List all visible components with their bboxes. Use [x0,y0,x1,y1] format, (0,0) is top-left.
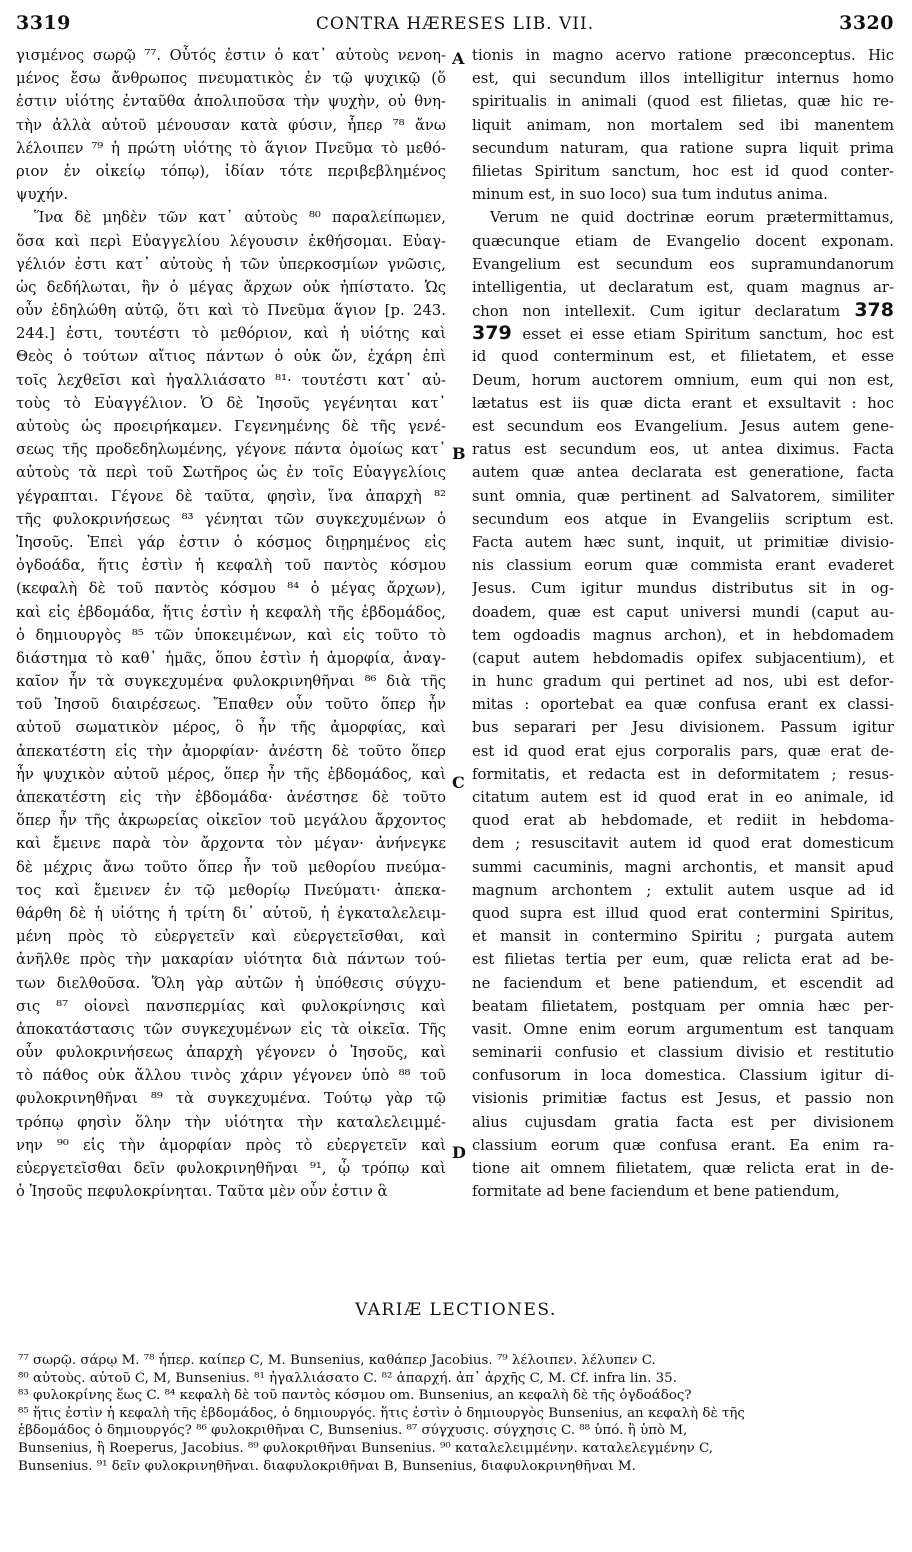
text-line: quod supra est illud quod erat contermini Spiritus, [472,904,894,922]
text-line: formitatis, et redacta est in deformitatem ; resus- [472,765,894,783]
text-line: δὲ μέχρις ἄνω τοῦτο ὅπερ ἦν τοῦ μεθορίου πνεύμα- [16,858,446,876]
text-line: est secundum eos Evangelium. Jesus autem gene- [472,418,894,435]
text-line: ἀνῆλθε πρὸς τὴν μακαρίαν υἱότητα διὰ πάντων τού- [16,951,446,969]
text-line: secundum eos atque in Evangeliis scriptum est. [472,510,894,528]
text-line: seminarii confusio et classium divisio et restitutio [472,1044,894,1062]
text-line: θάρθη δὲ ἡ υἱότης ἡ τρίτη δι᾽ αὐτοῦ, ἡ ἐγκαταλελειμ- [16,904,446,922]
text-line: dem ; resuscitavit autem id quod erat domesticum [472,835,894,853]
text-line: formitate ad bene faciendum et bene patiendum, [472,1183,840,1201]
text-line: ἀποκατάστασις τῶν συγκεχυμένων εἰς τὰ οἰκεῖα. Τῆς [16,1020,446,1038]
text-line: εὐεργετεῖσθαι δεῖν φυλοκρινηθῆναι ⁹¹, ᾧ τρόπῳ καὶ [16,1160,446,1177]
variant-note-line: Bunsenius, ἢ Roeperus, Jacobius. ⁸⁹ φυλοκριθῆναι Bunsenius. ⁹⁰ καταλελειμμένην. καταλελεγμένην C, [18,1440,714,1456]
text-line: Jesus. Cum igitur mundus distributus sit in og- [472,580,894,598]
text-line: tione ait omnem filietatem, quæ relicta erat in de- [472,1160,894,1177]
text-line: doadem, quæ est caput universi mundi (caput au- [472,603,894,621]
page-number-left: 3319 [16,12,71,34]
text-line: Evangelium est secundum eos supramundanorum [472,255,894,273]
text-line: secundum naturam, qua ratione supra liquit prima [472,139,894,157]
text-line: ὅσα καὶ περὶ Εὐαγγελίου λέγουσιν ἐκθήσομαι. Εὐαγ- [16,232,446,250]
text-line: beatam filietatem, postquam per omnia hæc per- [472,997,894,1015]
text-line: vasit. Omne enim eorum argumentum est tanquam [472,1020,894,1038]
margin-letter-d: D [452,1143,466,1162]
text-line: et mansit in contermino Spiritu ; purgata autem [472,928,894,946]
text-line: ὡς δεδήλωται, ἣν ὁ μέγας ἄρχων οὐκ ἠπίστατο. Ὡς [16,278,446,296]
text-line: 244.] ἐστι, τουτέστι τὸ μεθόριον, καὶ ἡ υἱότης καὶ [16,325,446,343]
variant-note-line: ⁸⁰ αὐτοὺς. αὐτοῦ C, M, Bunsenius. ⁸¹ ἠγαλλιάσατο C. ⁸² ἀπαρχή. ἀπ᾽ ἀρχῆς C, M. Cf. infra lin. 35. [18,1370,677,1386]
text-line: est filietas tertia per eum, quæ relicta erat ad be- [472,951,894,969]
text-line: καὶ ἔμεινε παρὰ τὸν ἄρχοντα τὸν μέγαν· ἀνήνεγκε [16,835,446,853]
text-line: ὀγδοάδα, ἥτις ἐστὶν ἡ κεφαλὴ τοῦ παντὸς κόσμου [16,557,446,575]
text-line: (κεφαλὴ δὲ τοῦ παντὸς κόσμου ⁸⁴ ὁ μέγας ἄρχων), [16,580,446,598]
text-line: διάστημα τὸ καθ᾽ ἡμᾶς, ὅπου ἐστὶν ἡ ἀμορφία, ἀναγ- [16,649,446,667]
text-line: Deum, horum auctorem omnium, eum qui non est, [472,371,894,389]
text-line: καῖον ἦν τὰ συγκεχυμένα φυλοκρινηθῆναι ⁸⁶ διὰ τῆς [16,673,446,691]
text-line: τοὺς τὸ Εὐαγγέλιον. Ὁ δὲ Ἰησοῦς γεγένηται κατ᾽ [16,394,446,412]
text-line: (caput autem hebdomadis opifex subjacentium), et [472,649,894,667]
text-line: Ἰησοῦς. Ἐπεὶ γάρ ἐστιν ὁ κόσμος διῃρημένος εἰς [16,533,446,551]
text-line: αὐτοὺς τὰ περὶ τοῦ Σωτῆρος ὡς ἐν τοῖς Εὐαγγελίοις [16,464,446,482]
variant-note-line: ⁸³ φυλοκρίνης ἕως C. ⁸⁴ κεφαλὴ δὲ τοῦ παντὸς κόσμου om. Bunsenius, an κεφαλὴ δὲ τῆς ὀγδοάδος? [18,1388,692,1404]
text-line: nis classium eorum quæ commista erant evaderet [472,557,894,575]
text-line: Θεὸς ὁ τούτων αἴτιος πάντων ὁ οὐκ ὤν, ἐχάρη ἐπὶ [16,348,446,366]
text-line: ψυχήν. [16,186,69,204]
text-line: ne faciendum et bene patiendum, et escendit ad [472,974,894,992]
text-line: μένη πρὸς τὸ εὐεργετεῖν καὶ εὐεργετεῖσθαι, καὶ [16,928,446,946]
margin-letter-b: B [452,444,466,463]
text-line: chon non intellexit. Cum igitur declaratum 378 [472,299,894,322]
variant-note-line: Bunsenius. ⁹¹ δεῖν φυλοκρινηθῆναι. διαφυλοκριθῆναι B, Bunsenius, διαφυλοκρινηθῆναι M. [18,1458,636,1474]
text-line: τοῖς λεχθεῖσι καὶ ἠγαλλιάσατο ⁸¹· τουτέστι κατ᾽ αὐ- [16,371,446,389]
text-line: Ἵνα δὲ μηδὲν τῶν κατ᾽ αὐτοὺς ⁸⁰ παραλείπωμεν, [34,209,446,227]
text-line: minum est, in suo loco) sua tum indutus anima. [472,186,828,204]
variant-note-line: ⁷⁷ σωρῷ. σάρῳ M. ⁷⁸ ἧπερ. καίπερ C, M. Bunsenius, καθάπερ Jacobius. ⁷⁹ λέλοιπεν. λέλυπεν C. [18,1353,656,1368]
variant-note-line: ⁸⁵ ἥτις ἐστὶν ἡ κεφαλὴ τῆς ἑβδομάδος, ὁ δημιουργός. ἥτις ἐστὶν ὁ δημιουργὸς Bunsenius, an κεφαλὴ δὲ τῆς [18,1405,745,1421]
text-line: quod erat ab hebdomade, et rediit in hebdoma- [472,812,894,830]
text-line: Facta autem hæc sunt, inquit, ut primitiæ divisio- [472,533,894,551]
page-header [16,12,894,42]
text-line: γέλιόν ἐστι κατ᾽ αὐτοὺς ἡ τῶν ὑπερκοσμίων γνῶσις, [16,255,446,273]
text-line: alius cujusdam gratia facta est per divisionem [472,1113,894,1131]
text-line: νην ⁹⁰ εἰς τὴν ἀμορφίαν πρὸς τὸ εὐεργετεῖν καὶ [16,1136,446,1154]
latin-text-column [472,44,894,1203]
text-line: Verum ne quid doctrinæ eorum prætermittamus, [490,209,894,227]
text-line: bus separari per Jesu divisionem. Passum igitur [472,719,894,737]
text-line: summi cacuminis, magni archontis, et mansit apud [472,858,894,876]
text-line: citatum autem est id quod erat in eo animale, id [472,789,894,806]
running-title: CONTRA HÆRESES LIB. VII. [315,14,595,34]
variae-lectiones-title: VARIÆ LECTIONES. [355,1300,557,1320]
text-line: ὁ δημιουργὸς ⁸⁵ τῶν ὑποκειμένων, καὶ εἰς τοῦτο τὸ [16,626,446,644]
text-line: ὁ Ἰησοῦς πεφυλοκρίνηται. Ταῦτα μὲν οὖν ἐστιν ἃ [16,1183,388,1201]
text-line: visionis primitiæ factus est Jesus, et passio non [472,1090,894,1108]
text-line: τοῦ Ἰησοῦ διαιρέσεως. Ἔπαθεν οὖν τοῦτο ὅπερ ἦν [16,696,446,714]
margin-letter-c: C [452,773,465,792]
text-line: quæcunque etiam de Evangelio docent exponam. [472,232,894,250]
text-line: classium eorum quæ confusa erant. Ea enim ra- [472,1136,894,1154]
text-line: liquit animam, non mortalem sed ibi manentem [472,116,894,134]
text-line: tionis in magno acervo ratione præconceptus. Hic [472,47,894,64]
page-number-right: 3320 [839,12,894,34]
text-line: αὐτοὺς ὡς προειρήκαμεν. Γεγενημένης δὲ τῆς γενέ- [16,418,446,435]
text-line: autem quæ antea declarata est generatione, facta [472,464,894,482]
text-line: ratus est secundum eos, ut antea diximus. Facta [472,441,894,459]
text-line: αὐτοῦ σωματικὸν μέρος, ὃ ἦν τῆς ἀμορφίας, καὶ [16,719,446,737]
text-line: filietas Spiritum sanctum, hoc est id quod conter- [472,162,894,180]
text-line: magnum archontem ; extulit autem usque ad id [472,881,894,899]
text-line: ριον ἐν οἰκείῳ τόπῳ), ἰδίαν τότε περιβεβλημένος [16,162,446,180]
text-line: spiritualis in animali (quod est filietas, quæ hic re- [472,93,894,111]
text-line: οὖν ἐδηλώθη αὐτῷ, ὅτι καὶ τὸ Πνεῦμα ἅγιον [p. 243. [16,302,446,320]
text-line: est id quod erat ejus corporalis pars, quæ erat de- [472,742,894,760]
text-line: intelligentia, ut declaratum est, quam magnus ar- [472,278,894,296]
text-line: ἀπεκατέστη εἰς τὴν ἑβδομάδα· ἀνέστησε δὲ τοῦτο [16,789,446,806]
text-line: ἦν ψυχικὸν αὐτοῦ μέρος, ὅπερ ἦν τῆς ἑβδομάδος, καὶ [16,765,446,783]
text-line: confusorum in loca domestica. Classium igitur di- [472,1067,894,1085]
text-line: μένος ἔσω ἄνθρωπος πνευματικὸς ἐν τῷ ψυχικῷ (ὅ [16,70,446,88]
text-line: οὖν φυλοκρινήσεως ἀπαρχὴ γέγονεν ὁ Ἰησοῦς, καὶ [16,1044,446,1062]
column-number-379: 379 [472,322,523,345]
greek-text-column [16,44,446,1203]
text-line: ὅπερ ἦν τῆς ἀκρωρείας οἰκεῖον τοῦ μεγάλου ἄρχοντος [16,812,446,830]
text-line: των διελθοῦσα. Ὅλη γὰρ αὐτῶν ἡ ὑπόθεσις σύγχυ- [16,974,446,992]
text-line: σεως τῆς προδεδηλωμένης, γέγονε πάντα ὁμοίως κατ᾽ [16,441,446,459]
text-line: ἀπεκατέστη εἰς τὴν ἀμορφίαν· ἀνέστη δὲ τοῦτο ὅπερ [16,742,446,760]
text-line: mitas : oportebat ea quæ confusa erant ex classi- [472,696,894,714]
text-line: τῆς φυλοκρινήσεως ⁸³ γένηται τῶν συγκεχυμένων ὁ [16,510,446,528]
text-line: τρόπῳ φησὶν ὅλην τὴν υἱότητα τὴν καταλελειμμέ- [16,1113,446,1131]
text-line: in hunc gradum qui pertinet ad nos, ubi est defor- [472,673,894,691]
text-line: τος καὶ ἔμεινεν ἐν τῷ μεθορίῳ Πνεύματι· ἀπεκα- [16,881,446,899]
text-line: est, qui secundum illos intelligitur internus homo [472,70,894,88]
column-number-378: 378 [854,299,894,322]
text-line: γέγραπται. Γέγονε δὲ ταῦτα, φησὶν, ἵνα ἀπαρχὴ ⁸² [16,487,446,505]
text-line: τὸ πάθος οὐκ ἄλλου τινὸς χάριν γέγονεν ὑπὸ ⁸⁸ τοῦ [16,1067,446,1085]
text-line: τὴν ἀλλὰ αὐτοῦ μένουσαν κατὰ φύσιν, ἧπερ ⁷⁸ ἄνω [16,116,446,134]
text-line: γισμένος σωρῷ ⁷⁷. Οὗτός ἐστιν ὁ κατ᾽ αὐτοὺς νενοη- [16,47,446,64]
text-line: id quod conterminum est, et filietatem, et esse [472,348,894,366]
text-line: λέλοιπεν ⁷⁹ ἡ πρώτη υἱότης τὸ ἅγιον Πνεῦμα τὸ μεθό- [16,139,446,157]
text-line: lætatus est iis quæ dicta erant et exsultavit : hoc [472,394,894,412]
text-line: σις ⁸⁷ οἱονεὶ πανσπερμίας καὶ φυλοκρίνησις καὶ [16,997,446,1015]
text-line: sunt omnia, quæ pertinent ad Salvatorem, similiter [472,487,894,505]
text-line: φυλοκρινηθῆναι ⁸⁹ τὰ συγκεχυμένα. Τούτῳ γὰρ τῷ [16,1090,446,1108]
text-line: 379 esset ei esse etiam Spiritum sanctum, hoc est [472,322,894,345]
variae-lectiones-notes [18,1352,896,1475]
text-line: καὶ εἰς ἑβδομάδα, ἥτις ἐστὶν ἡ κεφαλὴ τῆς ἑβδομάδος, [16,603,446,621]
text-line: ἐστιν υἱότης ἐνταῦθα ἀπολιποῦσα τὴν ψυχὴν, οὐ θνη- [16,93,446,111]
text-line: tem ogdoadis magnus archon), et in hebdomadem [472,626,894,644]
margin-letter-a: A [452,49,465,68]
variant-note-line: ἑβδομάδος ὁ δημιουργός? ⁸⁶ φυλοκριθῆναι C, Bunsenius. ⁸⁷ σύγχυσις. σύγχησις C. ⁸⁸ ὑπό. ἢ ὑπὸ M, [18,1423,688,1439]
